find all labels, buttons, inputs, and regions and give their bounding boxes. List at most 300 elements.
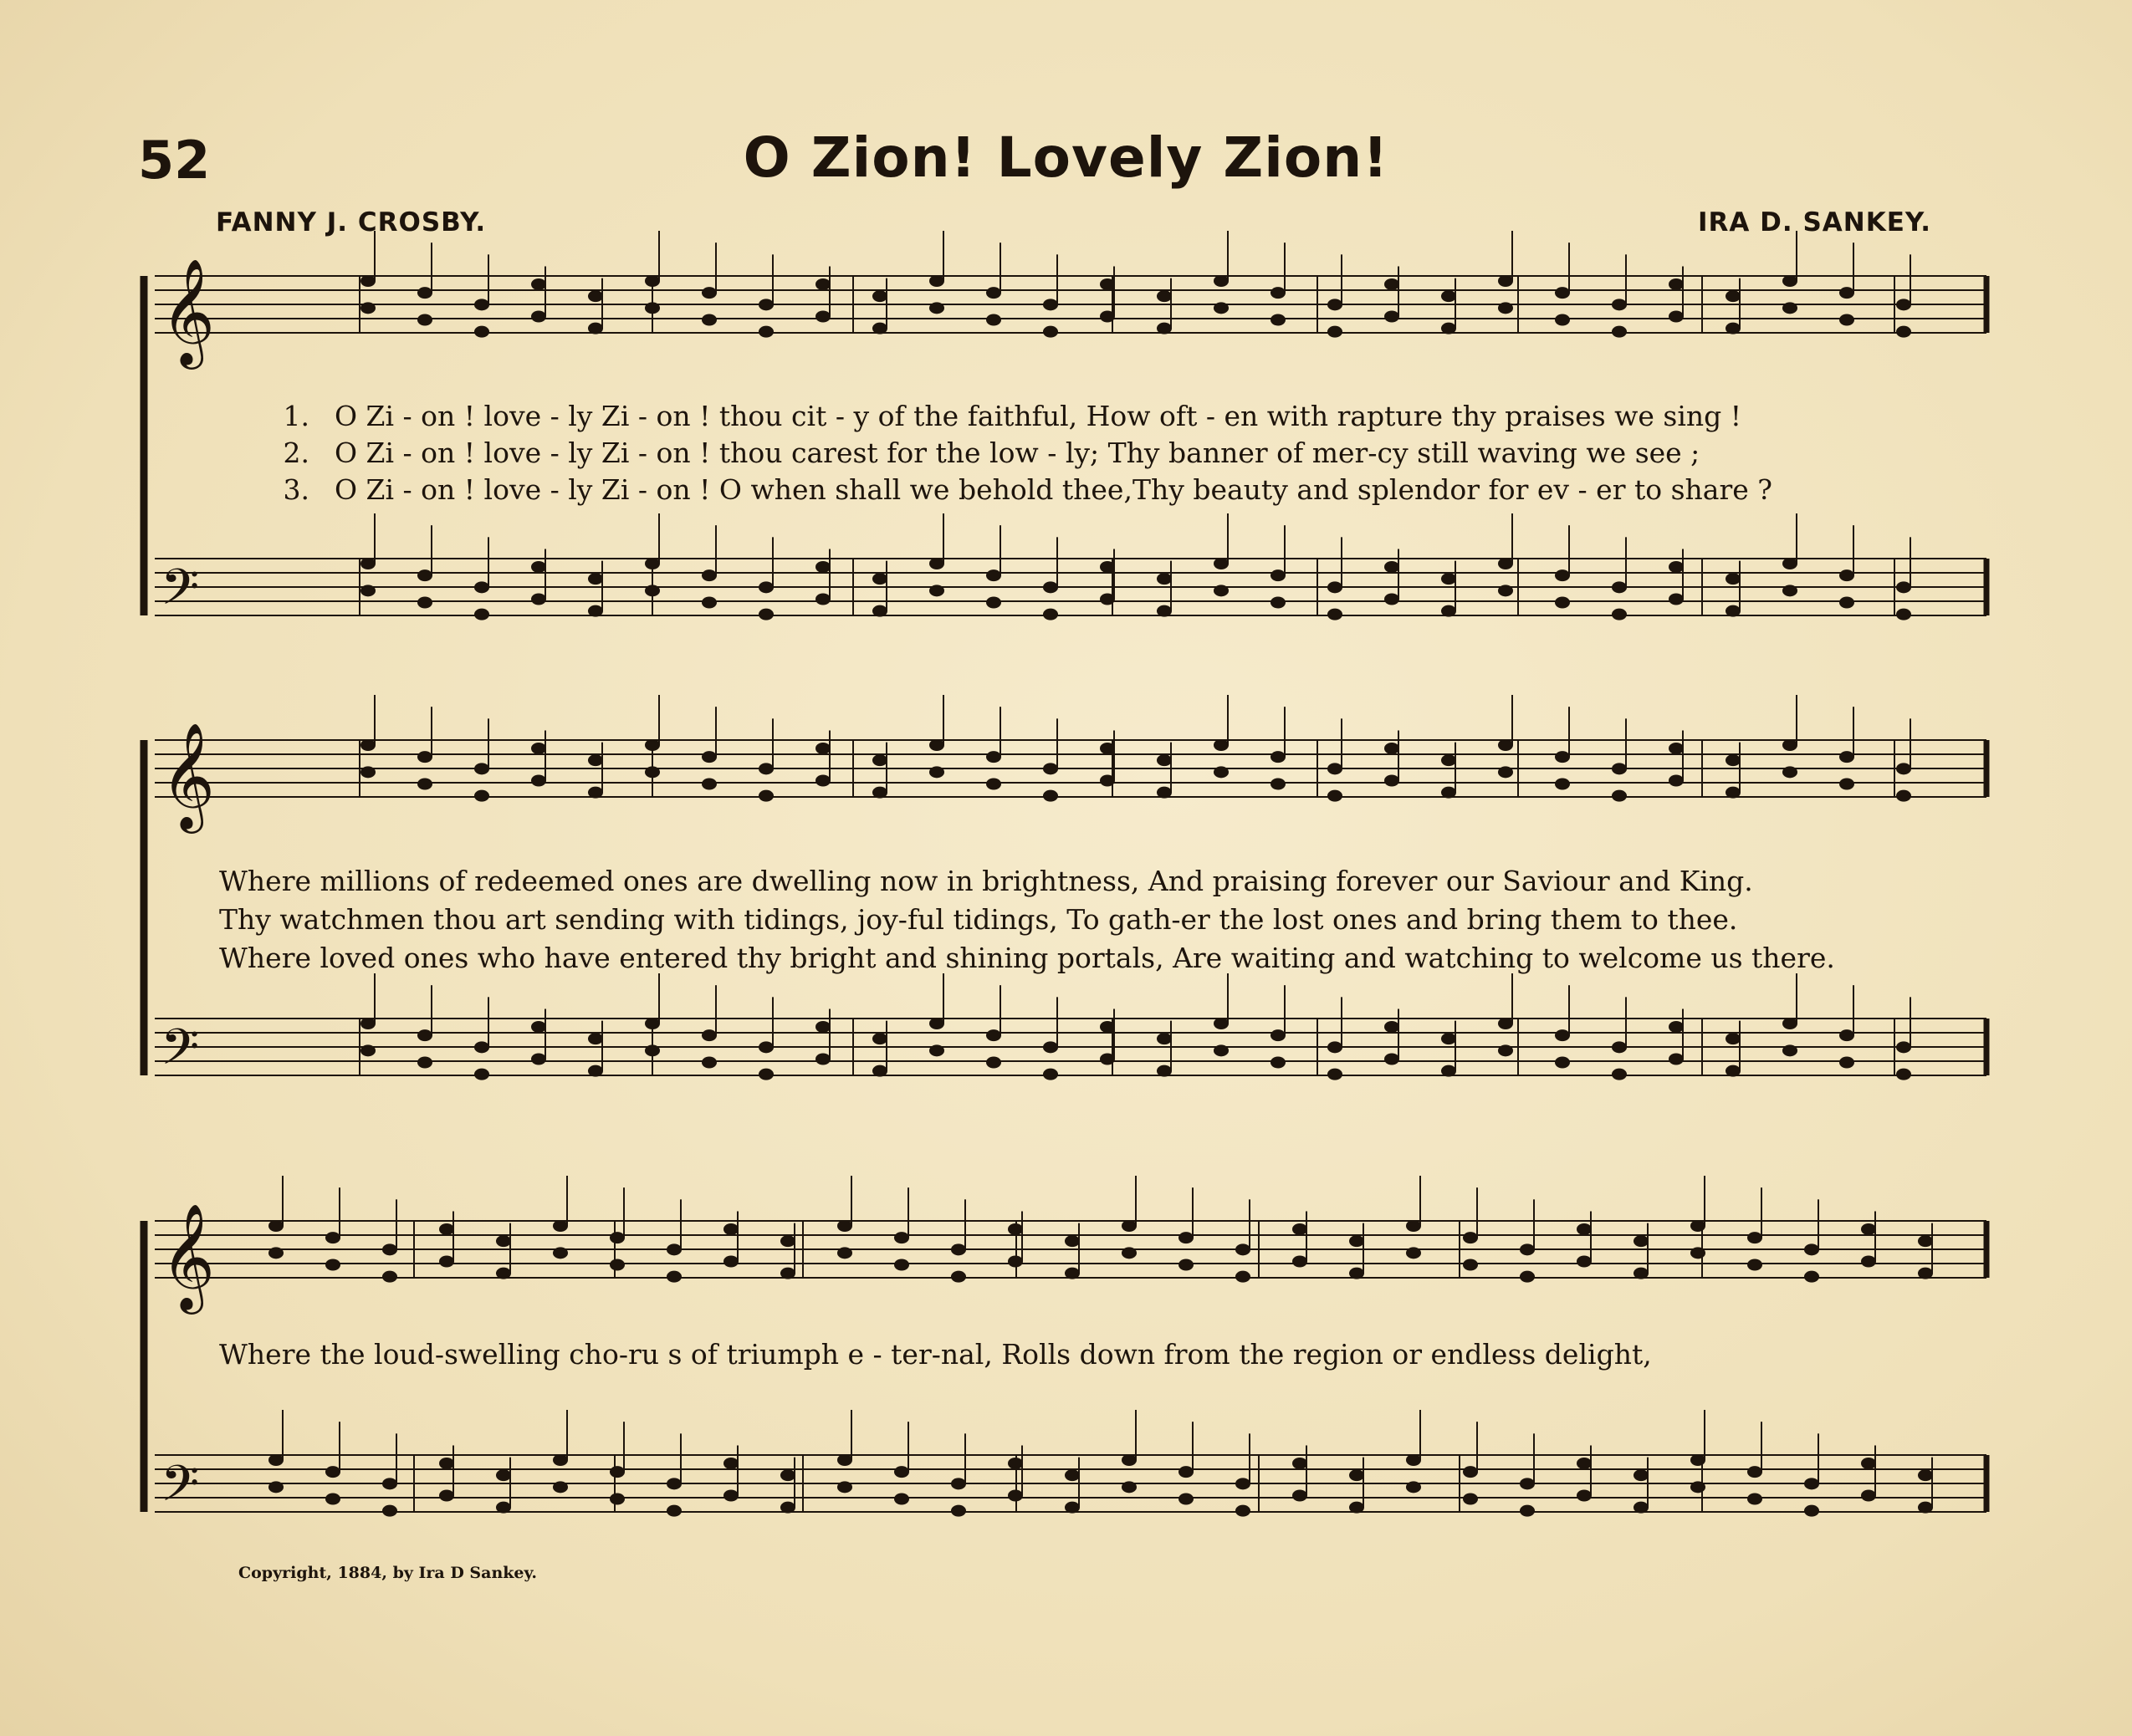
note-head	[1384, 311, 1399, 323]
note-head	[1839, 314, 1854, 326]
note-head	[1612, 299, 1627, 310]
note-head	[1896, 1041, 1911, 1053]
note-head	[929, 1018, 944, 1029]
note-head	[1327, 763, 1342, 774]
note-head	[1235, 1505, 1250, 1517]
note-head	[1498, 558, 1513, 569]
note-head	[360, 1018, 376, 1029]
note-head	[1157, 787, 1172, 799]
note-head	[1918, 1235, 1933, 1247]
note-head	[1669, 311, 1684, 323]
note-head	[1122, 1481, 1137, 1493]
note-head	[1214, 1018, 1229, 1029]
note-head	[759, 299, 774, 310]
note-head	[986, 287, 1001, 299]
note-head	[1463, 1493, 1478, 1505]
note-head	[872, 573, 887, 585]
note-head	[986, 779, 1001, 790]
verse-1-line-3: Where the loud-swelling cho-ru s of triumph e - ter-nal, Rolls down from the region or endless delight,	[219, 1338, 1652, 1371]
note-head	[1726, 1065, 1741, 1077]
note-head	[1861, 1223, 1876, 1235]
note-head	[1100, 311, 1115, 323]
note-head	[667, 1243, 682, 1255]
note-head	[1384, 1021, 1399, 1033]
note-head	[1839, 779, 1854, 790]
note-head	[1804, 1271, 1819, 1283]
note-head	[1839, 751, 1854, 763]
note-head	[588, 323, 603, 334]
note-head	[325, 1259, 340, 1271]
note-head	[1271, 597, 1286, 609]
note-head	[1669, 1021, 1684, 1033]
note-head	[1634, 1268, 1649, 1279]
note-head	[417, 597, 432, 609]
note-head	[894, 1493, 909, 1505]
note-head	[1384, 775, 1399, 787]
note-head	[1726, 787, 1741, 799]
copyright-notice: Copyright, 1884, by Ira D Sankey.	[238, 1564, 537, 1582]
note-head	[872, 787, 887, 799]
page-number: 52	[138, 130, 211, 191]
composer-credit: IRA D. SANKEY.	[1697, 207, 1931, 237]
note-head	[553, 1220, 568, 1232]
note-head	[588, 787, 603, 799]
note-head	[1327, 609, 1342, 620]
note-head	[837, 1220, 852, 1232]
note-head	[1327, 1041, 1342, 1053]
verse-3-line-2: Where loved ones who have entered thy bright and shining portals, Are waiting and watching to welcome us there.	[219, 942, 1835, 974]
note-head	[1498, 275, 1513, 287]
note-head	[723, 1490, 739, 1502]
note-head	[1612, 326, 1627, 338]
note-head	[268, 1454, 284, 1466]
note-head	[1612, 1069, 1627, 1080]
note-head	[1441, 787, 1456, 799]
note-head	[929, 275, 944, 287]
note-head	[1612, 763, 1627, 774]
note-head	[496, 1469, 511, 1481]
note-head	[417, 287, 432, 299]
note-head	[1690, 1481, 1705, 1493]
note-head	[1235, 1271, 1250, 1283]
note-head	[531, 594, 546, 605]
verse-1-line-2: Where millions of redeemed ones are dwelling now in brightness, And praising forever our Saviour and King.	[219, 865, 1753, 897]
note-head	[1043, 609, 1058, 620]
note-head	[360, 302, 376, 314]
note-head	[1043, 299, 1058, 310]
note-head	[645, 302, 660, 314]
note-head	[1634, 1469, 1649, 1481]
note-head	[1043, 1041, 1058, 1053]
note-head	[1406, 1481, 1421, 1493]
note-head	[1555, 314, 1570, 326]
note-head	[645, 1044, 660, 1056]
hymn-title: O Zion! Lovely Zion!	[743, 125, 1389, 190]
note-head	[1612, 609, 1627, 620]
note-head	[1214, 558, 1229, 569]
note-head	[759, 790, 774, 802]
note-head	[1406, 1247, 1421, 1259]
note-head	[1384, 743, 1399, 754]
note-head	[474, 299, 489, 310]
note-head	[951, 1478, 966, 1489]
note-head	[1555, 1057, 1570, 1069]
note-head	[588, 754, 603, 766]
note-head	[1555, 1029, 1570, 1041]
note-head	[1043, 326, 1058, 338]
note-head	[1782, 1018, 1797, 1029]
note-head	[702, 287, 717, 299]
note-head	[1669, 594, 1684, 605]
note-head	[1669, 278, 1684, 290]
verse-number-2: 2.	[283, 437, 309, 469]
note-head	[360, 558, 376, 569]
note-head	[951, 1243, 966, 1255]
note-head	[986, 569, 1001, 581]
note-head	[780, 1469, 795, 1481]
note-head	[1498, 302, 1513, 314]
note-head	[1157, 1065, 1172, 1077]
note-head	[1235, 1478, 1250, 1489]
note-head	[1384, 1054, 1399, 1065]
note-head	[325, 1466, 340, 1478]
note-head	[1157, 290, 1172, 302]
note-head	[553, 1481, 568, 1493]
note-head	[1747, 1232, 1762, 1243]
note-head	[929, 558, 944, 569]
note-head	[872, 754, 887, 766]
note-head	[1839, 569, 1854, 581]
note-head	[1043, 1069, 1058, 1080]
note-head	[815, 1021, 831, 1033]
note-head	[759, 1069, 774, 1080]
verse-1-line-1: O Zi - on ! love - ly Zi - on ! thou cit - y of the faithful, How oft - en with rapture thy praises we sing !	[335, 400, 1742, 432]
note-head	[1100, 775, 1115, 787]
note-head	[1577, 1458, 1592, 1469]
note-head	[645, 585, 660, 596]
note-head	[1634, 1235, 1649, 1247]
note-head	[1498, 1044, 1513, 1056]
note-head	[1726, 573, 1741, 585]
verse-3-line-1: O Zi - on ! love - ly Zi - on ! O when shall we behold thee,Thy beauty and splendor for ev - er to share ?	[335, 473, 1772, 506]
note-head	[1896, 326, 1911, 338]
note-head	[1463, 1232, 1478, 1243]
note-head	[1441, 573, 1456, 585]
note-head	[815, 743, 831, 754]
bass-clef-icon: 𝄢	[161, 1454, 200, 1524]
note-head	[1690, 1220, 1705, 1232]
note-head	[1726, 605, 1741, 617]
note-head	[588, 1065, 603, 1077]
note-head	[759, 1041, 774, 1053]
note-head	[759, 763, 774, 774]
note-head	[1747, 1259, 1762, 1271]
note-head	[417, 314, 432, 326]
note-head	[1384, 594, 1399, 605]
note-head	[1441, 290, 1456, 302]
note-head	[1918, 1469, 1933, 1481]
note-head	[702, 569, 717, 581]
note-head	[610, 1232, 625, 1243]
note-head	[531, 1021, 546, 1033]
note-head	[1292, 1458, 1307, 1469]
note-head	[951, 1505, 966, 1517]
note-head	[929, 1044, 944, 1056]
note-head	[702, 779, 717, 790]
note-head	[815, 278, 831, 290]
note-head	[702, 1057, 717, 1069]
note-head	[1043, 790, 1058, 802]
note-head	[1100, 743, 1115, 754]
note-head	[531, 561, 546, 573]
note-head	[382, 1505, 397, 1517]
note-head	[1157, 323, 1172, 334]
note-head	[1690, 1247, 1705, 1259]
note-head	[588, 290, 603, 302]
note-head	[1327, 581, 1342, 593]
note-head	[1065, 1235, 1080, 1247]
note-head	[531, 775, 546, 787]
note-head	[1782, 1044, 1797, 1056]
note-head	[1896, 790, 1911, 802]
note-head	[439, 1256, 454, 1268]
note-head	[1271, 569, 1286, 581]
note-head	[872, 1033, 887, 1044]
note-head	[1327, 326, 1342, 338]
note-head	[1406, 1454, 1421, 1466]
note-head	[1896, 299, 1911, 310]
note-head	[1782, 739, 1797, 751]
note-head	[1008, 1223, 1023, 1235]
note-head	[439, 1223, 454, 1235]
note-head	[474, 581, 489, 593]
note-head	[1271, 1029, 1286, 1041]
note-head	[1271, 1057, 1286, 1069]
note-head	[837, 1454, 852, 1466]
note-head	[780, 1502, 795, 1514]
note-head	[531, 278, 546, 290]
note-head	[496, 1502, 511, 1514]
note-head	[1839, 1029, 1854, 1041]
verse-2-line-2: Thy watchmen thou art sending with tidings, joy-ful tidings, To gath-er the lost ones and bring them to thee.	[219, 903, 1738, 936]
note-head	[1804, 1243, 1819, 1255]
note-head	[894, 1466, 909, 1478]
note-head	[1100, 278, 1115, 290]
note-head	[1839, 1057, 1854, 1069]
note-head	[723, 1458, 739, 1469]
note-head	[417, 569, 432, 581]
note-head	[1861, 1490, 1876, 1502]
note-head	[496, 1268, 511, 1279]
note-head	[360, 585, 376, 596]
note-head	[531, 311, 546, 323]
note-head	[1612, 1041, 1627, 1053]
note-head	[1178, 1493, 1194, 1505]
note-head	[815, 1054, 831, 1065]
note-head	[1406, 1220, 1421, 1232]
note-head	[1918, 1502, 1933, 1514]
note-head	[815, 311, 831, 323]
note-head	[1747, 1493, 1762, 1505]
note-head	[1214, 1044, 1229, 1056]
note-head	[610, 1259, 625, 1271]
note-head	[1520, 1505, 1535, 1517]
note-head	[929, 739, 944, 751]
note-head	[1555, 779, 1570, 790]
note-head	[1520, 1271, 1535, 1283]
note-head	[894, 1232, 909, 1243]
note-head	[667, 1505, 682, 1517]
note-head	[1839, 287, 1854, 299]
note-head	[1804, 1478, 1819, 1489]
note-head	[1327, 1069, 1342, 1080]
note-head	[1555, 287, 1570, 299]
note-head	[1065, 1268, 1080, 1279]
note-head	[951, 1271, 966, 1283]
note-head	[474, 790, 489, 802]
note-head	[417, 1057, 432, 1069]
verse-2-line-1: O Zi - on ! love - ly Zi - on ! thou carest for the low - ly; Thy banner of mer-cy still waving we see ;	[335, 437, 1700, 469]
note-head	[1292, 1223, 1307, 1235]
note-head	[417, 751, 432, 763]
note-head	[1441, 754, 1456, 766]
note-head	[496, 1235, 511, 1247]
note-head	[1122, 1220, 1137, 1232]
note-head	[588, 573, 603, 585]
note-head	[1178, 1466, 1194, 1478]
note-head	[325, 1493, 340, 1505]
note-head	[1463, 1259, 1478, 1271]
note-head	[723, 1223, 739, 1235]
note-head	[872, 290, 887, 302]
note-head	[588, 605, 603, 617]
note-head	[268, 1247, 284, 1259]
note-head	[1157, 754, 1172, 766]
note-head	[1327, 299, 1342, 310]
note-head	[1782, 585, 1797, 596]
note-head	[1157, 1033, 1172, 1044]
note-head	[645, 1018, 660, 1029]
note-head	[702, 314, 717, 326]
note-head	[1441, 1033, 1456, 1044]
note-head	[360, 1044, 376, 1056]
note-head	[1577, 1490, 1592, 1502]
note-head	[1100, 1054, 1115, 1065]
note-head	[1122, 1247, 1137, 1259]
note-head	[1214, 766, 1229, 778]
note-head	[872, 1065, 887, 1077]
note-head	[1520, 1478, 1535, 1489]
note-head	[759, 609, 774, 620]
note-head	[360, 766, 376, 778]
note-head	[1349, 1235, 1364, 1247]
note-head	[702, 751, 717, 763]
note-head	[360, 739, 376, 751]
note-head	[1498, 1018, 1513, 1029]
note-head	[1157, 605, 1172, 617]
note-head	[872, 605, 887, 617]
note-head	[815, 561, 831, 573]
note-head	[645, 558, 660, 569]
note-head	[1441, 605, 1456, 617]
note-head	[1463, 1466, 1478, 1478]
note-head	[837, 1481, 852, 1493]
note-head	[1498, 739, 1513, 751]
note-head	[815, 594, 831, 605]
note-head	[268, 1481, 284, 1493]
note-head	[872, 323, 887, 334]
verse-number-1: 1.	[283, 400, 309, 432]
note-head	[1065, 1502, 1080, 1514]
note-head	[929, 302, 944, 314]
note-head	[1861, 1256, 1876, 1268]
note-head	[986, 1057, 1001, 1069]
note-head	[1043, 581, 1058, 593]
note-head	[1520, 1243, 1535, 1255]
note-head	[1726, 323, 1741, 334]
note-head	[986, 1029, 1001, 1041]
note-head	[1782, 302, 1797, 314]
note-head	[1747, 1466, 1762, 1478]
note-head	[1100, 594, 1115, 605]
note-head	[1839, 597, 1854, 609]
note-head	[588, 1033, 603, 1044]
note-head	[1178, 1232, 1194, 1243]
bass-clef-icon: 𝄢	[161, 558, 200, 628]
note-head	[531, 1054, 546, 1065]
note-head	[1861, 1458, 1876, 1469]
note-head	[1292, 1490, 1307, 1502]
note-head	[325, 1232, 340, 1243]
note-head	[723, 1256, 739, 1268]
note-head	[1008, 1490, 1023, 1502]
note-head	[1349, 1469, 1364, 1481]
note-head	[1122, 1454, 1137, 1466]
note-head	[1349, 1268, 1364, 1279]
note-head	[986, 751, 1001, 763]
note-head	[1271, 314, 1286, 326]
note-head	[1577, 1256, 1592, 1268]
note-head	[1804, 1505, 1819, 1517]
note-head	[1896, 581, 1911, 593]
note-head	[1782, 275, 1797, 287]
note-head	[1214, 302, 1229, 314]
note-head	[1065, 1469, 1080, 1481]
note-head	[645, 766, 660, 778]
note-head	[474, 763, 489, 774]
note-head	[1100, 1021, 1115, 1033]
note-head	[1726, 1033, 1741, 1044]
note-head	[1918, 1268, 1933, 1279]
note-head	[1441, 1065, 1456, 1077]
note-head	[1008, 1256, 1023, 1268]
note-head	[780, 1268, 795, 1279]
note-head	[1669, 1054, 1684, 1065]
treble-clef-icon: 𝄞	[161, 722, 216, 829]
note-head	[645, 739, 660, 751]
note-head	[268, 1220, 284, 1232]
bass-clef-icon: 𝄢	[161, 1018, 200, 1088]
note-head	[1271, 287, 1286, 299]
note-head	[986, 597, 1001, 609]
note-head	[360, 275, 376, 287]
note-head	[474, 609, 489, 620]
note-head	[667, 1478, 682, 1489]
note-head	[1008, 1458, 1023, 1469]
note-head	[382, 1271, 397, 1283]
note-head	[759, 326, 774, 338]
note-head	[1634, 1502, 1649, 1514]
